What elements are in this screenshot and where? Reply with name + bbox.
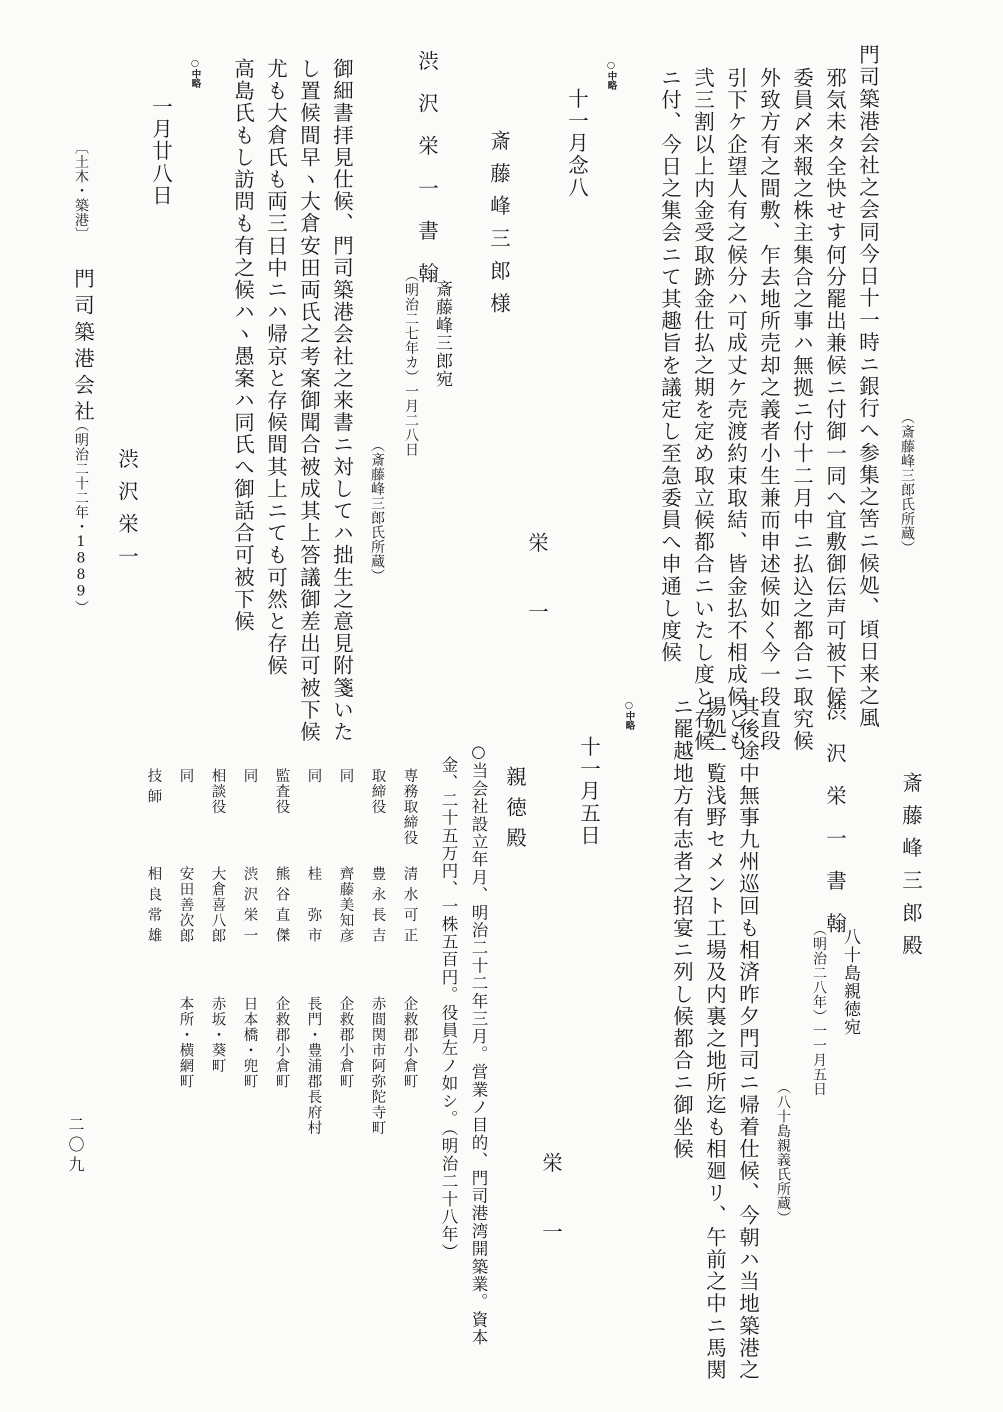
officer-name: 桂 弥市 <box>305 866 322 948</box>
omission-mark: ○中略 <box>623 700 635 730</box>
letter2-line: 高島氏もし訪問も有之候ハヽ愚案ハ同氏へ御話合可被下候 <box>230 58 255 633</box>
officer-role: 技師 <box>145 768 162 809</box>
officer-role: 同 <box>241 768 258 784</box>
officer-address: 長門・豊浦郡長府村 <box>305 996 322 1136</box>
officer-role: 相談役 <box>209 768 226 815</box>
source-note: （斎藤峰三郎氏所蔵） <box>899 410 915 555</box>
letter1-line: 弐三割以上内金受取跡金仕払之期を定め取立候都合ニいたし度と存候 <box>690 67 715 753</box>
officer-role: 同 <box>177 768 194 784</box>
omission-mark: ○中略 <box>189 58 201 88</box>
letter3-signature: 栄 一 <box>538 1152 563 1256</box>
officer-name: 豊永長吉 <box>369 866 386 948</box>
letter3-line: ニ罷越地方有志者之招宴ニ列し候都合ニ御坐候 <box>669 696 694 1161</box>
officer-name: 相良常雄 <box>145 866 162 948</box>
officer-role: 取締役 <box>369 768 386 815</box>
letter1-addressee: 斎藤峰三郎様 <box>486 130 511 325</box>
letter1-signature: 栄 一 <box>524 532 549 636</box>
letter2-signature: 渋沢栄一 <box>114 448 139 578</box>
letter1-date: 十一月念八 <box>564 88 589 199</box>
officer-address: 企救郡小倉町 <box>273 996 290 1089</box>
letter2-recipient: 斎藤峰三郎宛 <box>432 280 452 388</box>
letter1-line: 門司築港会社之会同今日十一時ニ銀行へ参集之筈ニ候処、頃日来之風 <box>855 44 880 730</box>
officer-name: 熊谷直傑 <box>273 866 290 948</box>
officer-name: 渋沢栄一 <box>241 866 258 948</box>
officer-name: 清水可正 <box>401 866 418 948</box>
officer-role: 同 <box>305 768 322 784</box>
category-label: 〔土木・築港〕 <box>73 140 89 242</box>
letter3-line: 場処一覧浅野セメント工場及内裏之地所迄も相廻リ、午前之中ニ馬関 <box>702 696 727 1382</box>
officer-address: 赤坂・葵町 <box>209 996 226 1074</box>
source-note-3: （八十島親義氏所蔵） <box>775 1080 791 1225</box>
letter3-recipient: 八十島親徳宛 <box>840 928 860 1036</box>
page-number: 二〇九 <box>66 1116 85 1176</box>
letter3-date: （明治二八年）一一月五日 <box>811 922 827 1096</box>
company-info-line: ○当会社設立年月、明治二十二年三月。営業ノ目的、門司港湾開築業。資本 <box>469 742 488 1347</box>
letter1-line: 邪気未タ全快せす何分罷出兼候ニ付御一同へ宜敷御伝声可被下候 <box>822 67 847 708</box>
letter3-addressee: 親徳殿 <box>502 766 527 858</box>
company-label: 門司築港会社 <box>70 268 95 427</box>
officer-address: 本所・横網町 <box>177 996 194 1089</box>
officer-address: 赤間関市阿弥陀寺町 <box>369 996 386 1136</box>
officer-role: 監査役 <box>273 768 290 815</box>
source-note-2: （斎藤峰三郎氏所蔵） <box>369 438 385 583</box>
officer-address: 企救郡小倉町 <box>401 996 418 1089</box>
officer-address: 日本橋・兜町 <box>241 996 258 1089</box>
letter1-line: 外致方有之間敷、乍去地所売却之義者小生兼而申述候如く今一段直段 <box>756 67 781 753</box>
letter3-date-end: 十一月五日 <box>576 736 601 847</box>
letter2-line: 御細書拝見仕候、門司築港会社之来書ニ対してハ拙生之意見附箋いた <box>329 58 354 744</box>
officer-address: 企救郡小倉町 <box>337 996 354 1089</box>
letter2-title: 渋沢栄一書翰 <box>414 50 439 305</box>
letter2-line: し置候間早ヽ大倉安田両氏之考案御聞合被成其上答議御差出可被下候 <box>296 58 321 744</box>
addressee-top: 斎藤峰三郎殿 <box>898 772 923 967</box>
letter3-title: 渋沢栄一書翰 <box>822 700 847 955</box>
letter1-line: ニ付、今日之集会ニて其趣旨を議定し至急委員へ申通し度候 <box>657 67 682 664</box>
officer-name: 大倉喜八郎 <box>209 866 226 944</box>
letter2-date-end: 一月廿八日 <box>148 96 173 207</box>
letter1-line: 委員〆来報之株主集合之事ハ無拠ニ付十二月中ニ払込之都合ニ取究候 <box>789 67 814 753</box>
year-label: （明治二十二年・1889） <box>73 418 89 615</box>
officer-name: 齊藤美知彦 <box>337 866 354 944</box>
letter2-line: 尤も大倉氏も両三日中ニハ帰京と存候間其上ニても可然と存候 <box>263 58 288 677</box>
company-info-line: 金、二十五万円、一株五百円。役員左ノ如シ。（明治二十八年） <box>439 756 458 1262</box>
letter3-line: 其後途中無事九州巡回も相済昨夕門司ニ帰着仕候、今朝ハ当地築港之 <box>735 696 760 1382</box>
officer-role: 同 <box>337 768 354 784</box>
officer-name: 安田善次郎 <box>177 866 194 944</box>
omission-mark: ○中略 <box>605 60 617 90</box>
officer-role: 専務取締役 <box>401 768 418 846</box>
letter1-line: 引下ケ企望人有之候分ハ可成丈ケ売渡約束取結、皆金払不相成候とも <box>723 67 748 753</box>
letter2-date: （明治二七年カ）一月二八日 <box>403 268 419 457</box>
